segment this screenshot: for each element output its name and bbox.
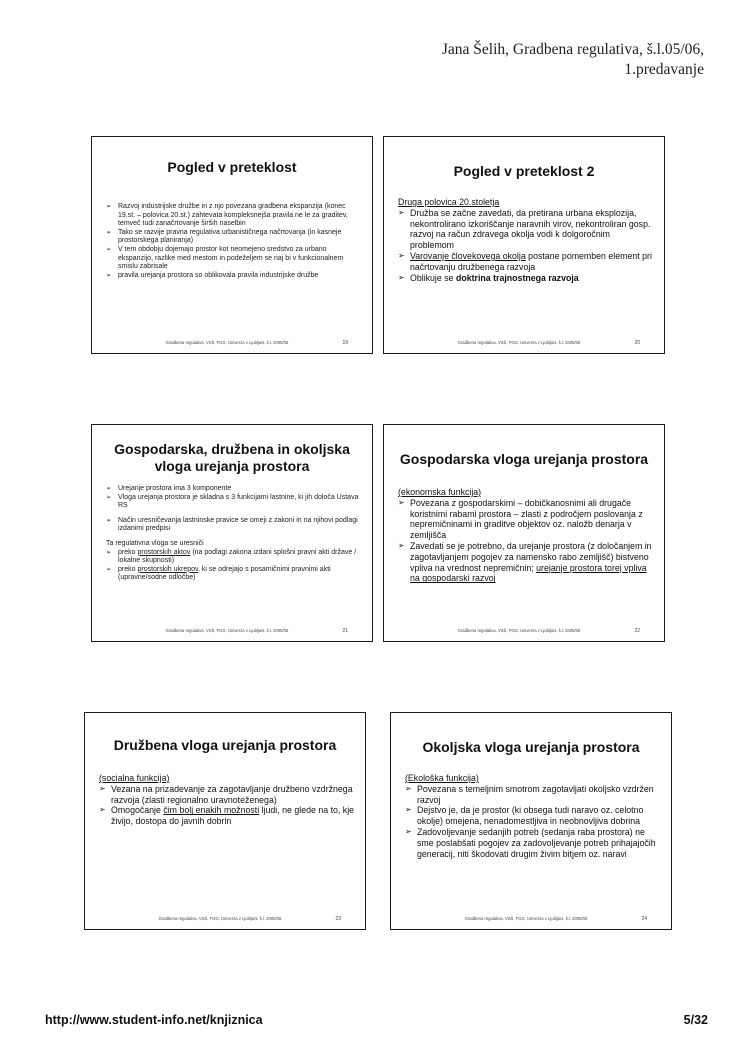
bullet-item: ➢ Zadovoljevanje sedanjih potreb (sedanja raba prostora) ne sme poslabšati pogojev za zadovoljevanje potreb prihajajočih generacij, niti škodovati drugim živim bitjem oz. naravi — [405, 827, 661, 859]
underlined-text: prostorskih ukrepov — [137, 565, 199, 573]
bullet-item — [398, 541, 654, 584]
header-line-1: Jana Šelih, Gradbena regulativa, š.l.05/06, — [441, 41, 704, 58]
bullet-item — [99, 805, 355, 827]
bold-text: doktrina trajnostnega razvoja — [455, 272, 579, 283]
bullet-item: ➢ pravila urejanja prostora so oblikovala pravila industrijske družbe — [106, 272, 362, 281]
bullet-text: preko — [118, 565, 138, 573]
slide-23 — [84, 712, 366, 930]
slide-footer — [99, 916, 341, 921]
slide-body — [99, 773, 355, 827]
bullet-item: ➢ Družba se začne zavedati, da pretirana urbana eksplozija, nekontrolirano izkoriščanje naravnih virov, nekontroliran gosp. razvoj na račun zdravega okolja vodi k dolgoročnim problemom — [398, 208, 654, 251]
slide-intro: (ekonomska funkcija) — [398, 487, 482, 497]
bullet-text: (na podlagi zakona izdani splošni pravni akti države / lokalne skupnosti) — [118, 548, 357, 565]
bullet-item — [398, 251, 654, 273]
slide-number: 24 — [641, 916, 647, 922]
footer-text: Gradbena regulativa, VSŠ, FGG, Univerza v Ljubljani, š.l. 2005/06 — [165, 628, 289, 633]
bullet-item: ➢ Urejanje prostora ima 3 komponente — [106, 485, 362, 494]
slide-footer — [398, 628, 640, 633]
header-line-2: 1.predavanje — [624, 61, 704, 78]
slide-title: Pogled v preteklost — [167, 159, 297, 175]
bullet-item: ➢ Razvoj industrijske družbe in z njo povezana gradbena ekspanzija (konec 19.st. – polovica 20.st.) zahtevata kompleksnejša pravila ne le za graditev, temveč tudi zanačrtovanje širših naselbin — [106, 203, 362, 229]
slide-title: Gospodarska, družbena in okoljska vloga urejanja prostora — [114, 441, 350, 474]
slide-number: 19 — [342, 340, 348, 346]
bullet-item: ➢ Povezana s temeljnim smotrom zagotavljati okoljsko vzdržen razvoj — [405, 784, 661, 806]
slide-21 — [91, 424, 373, 642]
footer-text: Gradbena regulativa, VSŠ, FGG, Univerza v Ljubljani, š.l. 2005/06 — [457, 628, 581, 633]
bullet-item — [398, 273, 654, 284]
slide-body — [405, 773, 661, 859]
slide-body — [398, 487, 654, 584]
slide-footer — [106, 628, 348, 633]
footer-text: Gradbena regulativa, VSŠ, FGG, Univerza v Ljubljani, š.l. 2005/06 — [158, 916, 282, 921]
footer-text: Gradbena regulativa, VSŠ, FGG, Univerza v Ljubljani, š.l. 2005/06 — [165, 340, 289, 345]
bullet-item: ➢ Vezana na prizadevanje za zagotavljanje družbeno vzdržnega razvoja (zlasti regionalno uravnoteženega) — [99, 784, 355, 806]
bullet-text: Omogočanje — [111, 805, 164, 816]
bullet-text: , ki se odrejajo s posamičnimi pravnimi akti (upravne/sodne odločbe) — [118, 565, 331, 582]
footer-text: Gradbena regulativa, VSŠ, FGG, Univerza v Ljubljani, š.l. 2005/06 — [464, 916, 588, 921]
slide-footer — [398, 340, 640, 345]
slide-intro: Druga polovica 20.stoletja — [398, 197, 500, 207]
slide-title: Okoljska vloga urejanja prostora — [422, 739, 640, 755]
underlined-text: čim bolj enakih možnosti — [163, 805, 260, 816]
slide-number: 20 — [634, 340, 640, 346]
slide-body — [106, 203, 362, 280]
bullet-item: ➢ Dejstvo je, da je prostor (ki obsega tudi naravo oz. celotno okolje) omejena, nenadomestljiva in neobnovljiva dobrina — [405, 805, 661, 827]
footer-text: Gradbena regulativa, VSŠ, FGG, Univerza v Ljubljani, š.l. 2005/06 — [457, 340, 581, 345]
slide-22 — [383, 424, 665, 642]
bullet-text: Zavedati se je potrebno, da urejanje prostora (z določanjem in zagotavljanjem pogojev za namensko rabo zemljišč) bistveno vpliva na vrednost nepremičnin; — [410, 540, 652, 573]
bullet-item — [106, 566, 362, 583]
underlined-text: urejanje prostora torej vpliva na gospodarski razvoj — [410, 562, 647, 584]
bullet-text: element pri načrtovanju družbenega razvoja — [410, 250, 652, 272]
site-link[interactable]: http://www.student-info.net/knjiznica — [45, 1013, 263, 1027]
slide-body — [398, 197, 654, 283]
bullet-text: Oblikuje se — [410, 272, 456, 283]
slide-intro — [99, 773, 355, 784]
bullet-item: ➢ V tem obdobju dojemajo prostor kot neomejeno sredstvo za urbano ekspanzijo, razlike med mestom in podeželjem se naj bi v funkcionalnem smislu zabrisale — [106, 246, 362, 272]
bullet-item: ➢ Povezana z gospodarskimi – dobičkanosnimi ali drugače koristnimi rabami prostora – zlasti z področjem poslovanja z nepremičninami in graditve objektov oz. naložb denarja v zemljišča — [398, 498, 654, 541]
document-header — [442, 40, 704, 80]
slide-20 — [383, 136, 665, 354]
slide-paragraph: Ta regulativna vloga se uresniči — [106, 539, 204, 547]
slide-body — [106, 485, 362, 583]
slide-footer — [405, 916, 647, 921]
slide-title: Pogled v preteklost 2 — [453, 163, 595, 179]
underlined-text: prostorskih aktov — [137, 548, 191, 556]
page-number: 5/32 — [683, 1013, 708, 1027]
bullet-text: postane pomemben — [525, 250, 606, 261]
bullet-item: ➢ Vloga urejanja prostora je skladna s 3 funkcijami lastnine, ki jih določa Ustava RS — [106, 494, 362, 511]
bullet-item: ➢ Tako se razvije pravna regulativa urbanističnega načrtovanja (in kasneje prostorskega planiranja) — [106, 229, 362, 246]
slide-title: Gospodarska vloga urejanja prostora — [399, 451, 649, 467]
slide-number: 23 — [335, 916, 341, 922]
bullet-text: preko — [118, 548, 138, 556]
slide-title: Družbena vloga urejanja prostora — [113, 737, 337, 753]
underlined-text: Varovanje človekovega okolja — [410, 250, 526, 261]
slide-24 — [390, 712, 672, 930]
slide-footer — [106, 340, 348, 345]
slide-number: 21 — [342, 628, 348, 634]
slide-number: 22 — [634, 628, 640, 634]
slide-intro: (Ekološka funkcija) — [405, 773, 479, 783]
bullet-text: ljudi, ne glede na to, kje živijo, dostopa do javnih dobrin — [111, 805, 355, 827]
underlined-text: (socialna funkcija) — [99, 773, 170, 783]
slide-19 — [91, 136, 373, 354]
bullet-item: ➢ Način uresničevanja lastninske pravice se omeji z zakoni in na njihovi podlagi izdanimi predpisi — [106, 517, 362, 534]
bullet-item — [106, 549, 362, 566]
